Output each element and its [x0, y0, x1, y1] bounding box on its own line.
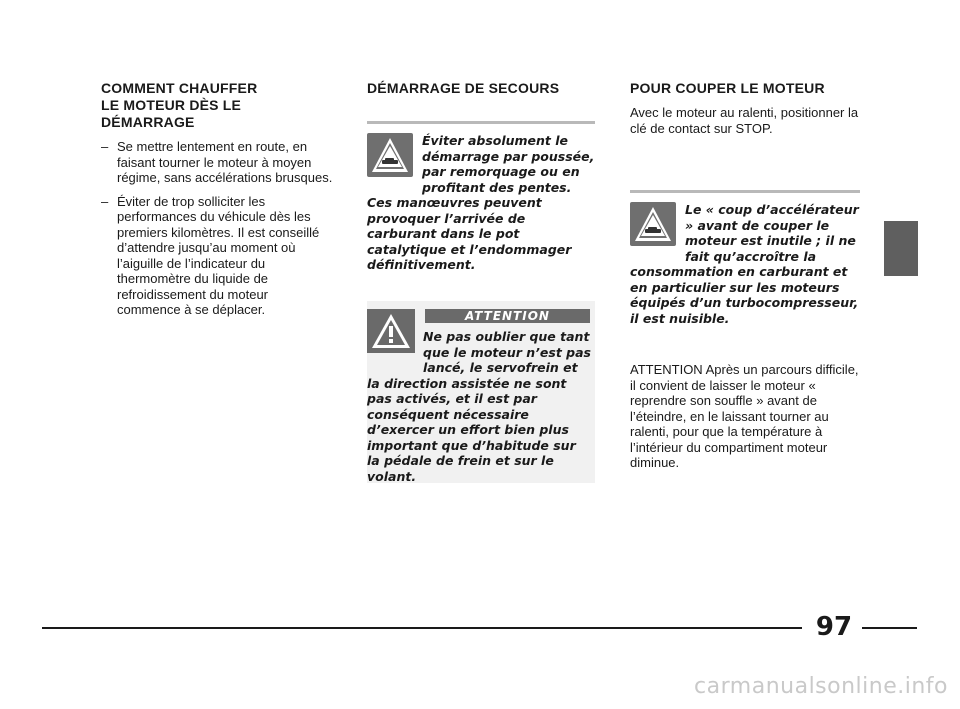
stop-engine-intro: Avec le moteur au ralenti, positionner la clé de contact sur STOP.: [630, 105, 859, 136]
dash-bullet: –: [101, 139, 109, 154]
footer-rule: [42, 627, 802, 629]
note-text: Éviter absolument le démarrage par poussée, par remorquage ou en profitant des pentes. Ces manœuvres peuvent provoquer l’arrivée de carburant dans le pot catalytique et l’endommager définitivement.: [367, 133, 595, 272]
car-warning-triangle-icon: [367, 133, 413, 177]
heading-stop-engine: POUR COUPER LE MOTEUR: [630, 80, 825, 96]
attention-paragraph-container: [630, 362, 862, 471]
exclamation-triangle-icon: [367, 309, 415, 353]
heading-line: LE MOTEUR DÈS LE: [101, 97, 242, 113]
chapter-tab: [884, 221, 918, 276]
warm-engine-list: [101, 139, 333, 318]
heading-emergency-start: DÉMARRAGE DE SECOURS: [367, 80, 560, 96]
list-item-text: Se mettre lentement en route, en faisant tourner le moteur à moyen régime, sans accélérations brusques.: [117, 139, 333, 185]
watermark: carmanualsonline.info: [694, 674, 948, 699]
list-item: [101, 194, 333, 318]
heading-line: COMMENT CHAUFFER: [101, 80, 258, 96]
attention-text: Ne pas oublier que tant que le moteur n’est pas lancé, le servofrein et la direction assistée ne sont pas activés, et il est par conséquent nécessaire d’exercer un effort bien plus important que d’habitude sur la pédale de frein et sur le volant.: [367, 329, 591, 484]
heading-warm-engine: [101, 80, 333, 131]
attention-label: ATTENTION: [425, 309, 590, 323]
car-warning-triangle-icon: [630, 202, 676, 246]
note-accelerator: [630, 190, 860, 340]
page-number: 97: [815, 612, 853, 642]
list-item: [101, 139, 333, 186]
heading-line: DÉMARRAGE: [101, 114, 195, 130]
attention-paragraph: ATTENTION Après un parcours difficile, il convient de laisser le moteur « reprendre son souffle » avant de l’éteindre, en le laissant tourner au ralenti, pour que la température à l’intérieur du compartiment moteur diminue.: [630, 362, 859, 470]
dash-bullet: –: [101, 193, 109, 209]
footer-rule: [862, 627, 917, 629]
note-text: Le « coup d’accélérateur » avant de couper le moteur est inutile ; il ne fait qu’accroître la consommation en carburant et en particulier sur les moteurs équipés d’un turbocompresseur, il est nuisible.: [630, 202, 859, 326]
column-warm-engine: [101, 80, 333, 326]
note-emergency-start: [367, 121, 595, 271]
column-stop-engine: [630, 80, 862, 136]
column-emergency-start: [367, 80, 595, 97]
list-item-text: Éviter de trop solliciter les performances du véhicule dès les premiers kilomètres. Il est conseillé d’attendre jusqu’au moment où l’aiguille de l’indicateur du thermomètre du liquide de refroidissement du moteur commence à se déplacer.: [117, 193, 320, 317]
attention-box: [367, 301, 595, 483]
